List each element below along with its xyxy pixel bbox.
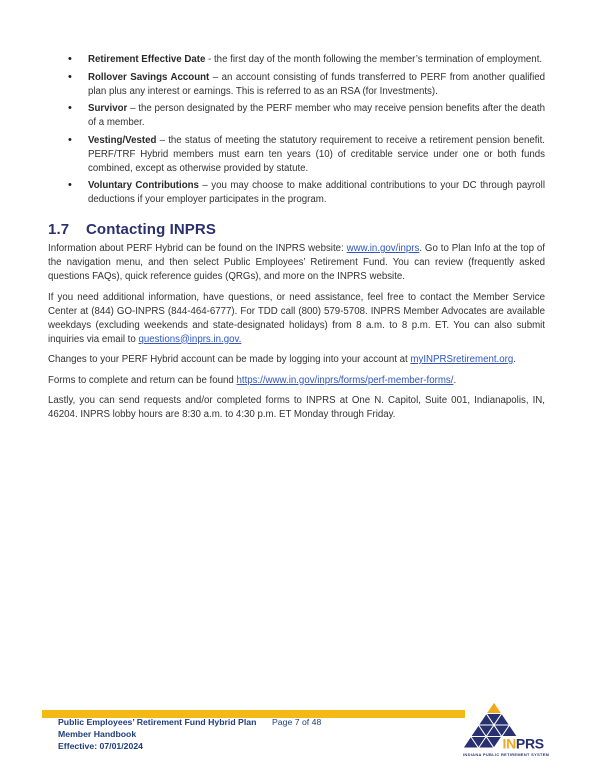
glossary-term: Vesting/Vested [88, 134, 157, 146]
glossary-definition: – the person designated by the PERF member who may receive pension benefits after the death of a member. [88, 103, 545, 128]
hyperlink[interactable]: questions@inprs.in.gov. [138, 333, 242, 345]
hyperlink[interactable]: www.in.gov/inprs [346, 243, 420, 254]
page-indicator: Page 7 of 48 [272, 717, 322, 727]
footer-effective-date: Effective: 07/01/2024 [58, 741, 144, 751]
bullet-icon: • [68, 53, 72, 65]
footer-document-info [58, 716, 268, 752]
section-number: 1.7 [48, 221, 70, 238]
section-heading [48, 221, 545, 239]
glossary-term: Rollover Savings Account [88, 71, 210, 83]
list-item [48, 179, 545, 207]
paragraph [48, 353, 545, 367]
paragraph [48, 242, 545, 284]
list-item [48, 71, 545, 99]
text-run: If you need additional information, have questions, or need assistance, feel free to contact the Member Service Center at (844) GO-INPRS (844-464-6777). For TDD call (800) 579-5708. INPRS Member Advocates are available weekdays (excluding weekends and state-designated holidays) from 8 a.m. to 8 p.m. ET. You can also submit inquiries via email to [48, 291, 545, 345]
bullet-icon: • [68, 102, 72, 114]
list-item [48, 53, 545, 67]
text-run: Lastly, you can send requests and/or completed forms to INPRS at One N. Capitol, Suite 001, Indianapolis, IN, 46204. INPRS lobby hours are 8:30 a.m. to 4:30 p.m. ET Monday through Friday. [48, 395, 545, 420]
hyperlink[interactable]: myINPRSretirement.org [410, 354, 514, 365]
paragraph [48, 394, 545, 422]
glossary-definition: - the first day of the month following the member’s termination of employment. [205, 54, 543, 65]
list-item [48, 134, 545, 176]
glossary-list [48, 53, 545, 207]
text-run: Changes to your PERF Hybrid account can be made by logging into your account at [48, 354, 411, 365]
glossary-definition: – an account consisting of funds transferred to PERF from another qualified plan plus any interest or earnings. This is referred to as an RSA (for Investments). [88, 71, 546, 97]
text-run: . [453, 374, 457, 386]
text-run: . [513, 354, 516, 365]
glossary-definition: – you may choose to make additional contributions to your DC through payroll deductions if your employer participates in the program. [88, 180, 545, 205]
paragraph [48, 291, 545, 347]
text-run: Information about PERF Hybrid can be found on the INPRS website: [48, 243, 347, 254]
logo-tagline: INDIANA PUBLIC RETIREMENT SYSTEM [463, 751, 550, 757]
bullet-icon: • [68, 70, 72, 83]
text-run: . Go to Plan Info at the top of the navigation menu, and then select Public Employees’ Retirement Fund. You can review (frequently asked questions FAQs), quick reference guides (QRGs), and more on the INPRS website. [48, 243, 545, 282]
logo-wordmark-in: IN [502, 735, 516, 752]
glossary-definition: – the status of meeting the statutory requirement to receive a retirement pension benefit. PERF/TRF Hybrid members must earn ten years (10) of creditable service under one or both funds combined, except as otherwise provided by statute. [88, 134, 545, 174]
inprs-logo [458, 697, 558, 761]
page-content [48, 53, 545, 429]
logo-wordmark [503, 736, 544, 752]
list-item [48, 102, 545, 130]
glossary-term: Survivor [88, 103, 128, 114]
paragraph [48, 374, 545, 388]
footer-doc-subtitle: Member Handbook [58, 729, 137, 739]
body-paragraphs [48, 242, 545, 422]
bullet-icon: • [68, 133, 72, 146]
bullet-icon: • [68, 179, 72, 191]
footer-doc-title: Public Employees’ Retirement Fund Hybrid Plan [58, 717, 257, 727]
glossary-term: Voluntary Contributions [88, 180, 199, 191]
hyperlink[interactable]: https://www.in.gov/inprs/forms/perf-member-forms/ [236, 374, 454, 386]
section-title: Contacting INPRS [86, 221, 216, 238]
text-run: Forms to complete and return can be found [48, 374, 237, 386]
logo-wordmark-prs: PRS [515, 735, 544, 752]
glossary-term: Retirement Effective Date [88, 54, 206, 65]
